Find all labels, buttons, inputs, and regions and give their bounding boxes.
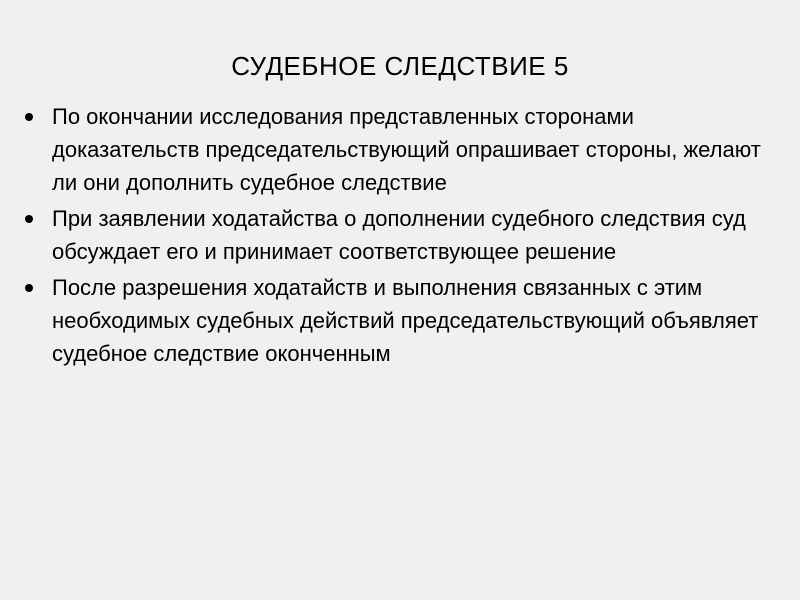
bullet-dot-icon: [25, 284, 33, 292]
bullet-text: По окончании исследования представленных сторонами доказательств председательствующий опрашивает стороны, желают ли они дополнить судебное следствие: [52, 104, 761, 195]
slide-title: СУДЕБНОЕ СЛЕДСТВИЕ 5: [231, 51, 569, 81]
bullet-item: [22, 100, 782, 199]
bullet-text: После разрешения ходатайств и выполнения связанных с этим необходимых судебных действий председательствующий объявляет судебное следствие оконченным: [52, 275, 759, 366]
bullet-dot-icon: [25, 215, 33, 223]
bullet-list: [22, 100, 782, 373]
bullet-text: При заявлении ходатайства о дополнении судебного следствия суд обсуждает его и принимает соответствующее решение: [52, 206, 746, 264]
bullet-item: [22, 271, 782, 370]
bullet-dot-icon: [25, 113, 33, 121]
bullet-item: [22, 202, 782, 268]
